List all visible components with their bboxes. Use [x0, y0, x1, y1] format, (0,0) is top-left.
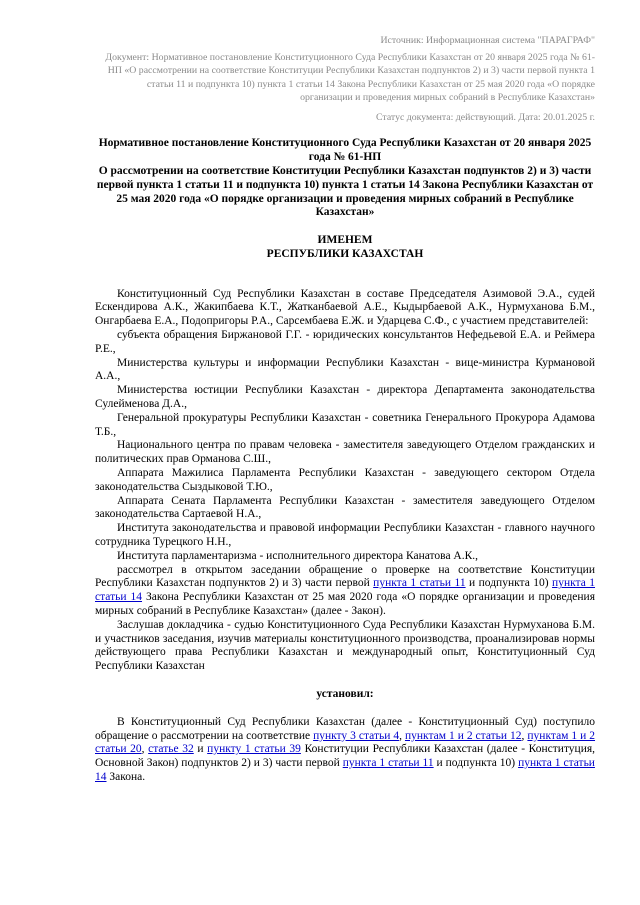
paragraph [95, 288, 595, 329]
paragraph [95, 384, 595, 412]
legal-reference-link[interactable]: пункта 1 статьи 14 [95, 757, 595, 783]
document-title [95, 137, 595, 220]
paragraph [95, 564, 595, 619]
paragraph-text: Института парламентаризма - исполнительного директора Канатова А.К., [117, 549, 479, 562]
legal-reference-link[interactable]: пункту 1 статьи 39 [207, 743, 301, 756]
paragraph-text: В Конституционный Суд Республики Казахстан (далее - Конституционный Суд) поступило обращение о рассмотрении на соответствие [95, 715, 595, 742]
document-title-line2: О рассмотрении на соответствие Конституции Республики Казахстан подпунктов 2) и 3) части первой пункта 1 статьи 11 и подпункта 10) пункта 1 статьи 14 Закона Республики Казахстан от 25 мая 2020 года «О порядке организации и проведения мирных собраний в Республике Казахстан» [96, 164, 594, 219]
meta-status: Статус документа: действующий. Дата: 20.01.2025 г. [376, 112, 595, 124]
paragraph [95, 439, 595, 467]
paragraph-text: субъекта обращения Биржановой Г.Г. - юридических консультантов Нефедьевой Е.А. и Реймера Р.Е., [95, 329, 595, 355]
paragraph-text: и [193, 743, 208, 756]
paragraph-text: Министерства культуры и информации Республики Казахстан - вице-министра Курмановой А.А., [95, 356, 595, 383]
preamble-heading-line2: РЕСПУБЛИКИ КАЗАХСТАН [266, 247, 424, 260]
preamble-heading [95, 234, 595, 262]
paragraph-text: Министерства юстиции Республики Казахстан - директора Департамента законодательства Сулейменова Д.А., [95, 384, 595, 411]
paragraph-text: и подпункта 10) [465, 577, 553, 590]
paragraph-text: , [399, 729, 405, 742]
paragraph-text: Аппарата Сената Парламента Республики Казахстан - заместителя заведующего Отделом законодательства Сартаевой Н.А., [95, 494, 595, 521]
document-meta [95, 34, 595, 124]
paragraph [95, 495, 595, 523]
paragraph [95, 550, 595, 564]
paragraph [95, 716, 595, 785]
legal-reference-link[interactable]: пункту 3 статьи 4 [313, 729, 400, 742]
paragraph-text: Закона Республики Казахстан от 25 мая 2020 года «О порядке организации и проведения мирных собраний в Республике Казахстан» (далее - Закон). [95, 591, 595, 618]
paragraph-text: Аппарата Мажилиса Парламента Республики Казахстан - заведующего сектором Отдела законодательства Сыздыковой Т.Ю., [95, 467, 595, 493]
paragraph [95, 412, 595, 440]
section-heading: установил: [316, 688, 374, 700]
legal-reference-link[interactable]: пункта 1 статьи 11 [373, 577, 466, 590]
paragraph-text: и подпункта 10) [433, 757, 519, 770]
document-body [95, 288, 595, 785]
paragraph-text: Института законодательства и правовой информации Республики Казахстан - главного научного сотрудника Турецкого Н.Н., [95, 522, 595, 549]
document-title-line1: Нормативное постановление Конституционного Суда Республики Казахстан от 20 января 2025 года № 61-НП [98, 137, 592, 164]
paragraph-text: , [521, 729, 528, 742]
legal-reference-link[interactable]: пунктам 1 и 2 статьи 12 [404, 729, 522, 742]
legal-reference-link[interactable]: пункта 1 статьи 14 [95, 577, 596, 604]
legal-reference-link[interactable]: статье 32 [148, 743, 194, 756]
preamble-heading-line1: ИМЕНЕМ [317, 234, 373, 247]
paragraph [95, 357, 595, 385]
paragraph-text: Национального центра по правам человека - заместителя заведующего Отделом гражданских и политических прав Орманова С.Ш., [95, 439, 595, 466]
paragraph-text: рассмотрел в открытом заседании обращение о проверке на соответствие Конституции Республики Казахстан подпунктов 2) и 3) части первой [95, 563, 595, 590]
paragraph-text: Заслушав докладчика - судью Конституционного Суда Республики Казахстан Нурмуханова Б.М. и участников заседания, изучив материалы конституционного производства, проанализировав нормы действующего права Республики Казахстан и международный опыт, Конституционный Суд Республики Казахстан [95, 618, 595, 673]
paragraph [95, 619, 595, 674]
paragraph-text: , [141, 743, 149, 756]
paragraph [95, 467, 595, 495]
paragraph-text: Конституции Республики Казахстан (далее - Конституция, Основной Закон) подпунктов 2) и 3) части первой [95, 743, 596, 770]
meta-source: Источник: Информационная система "ПАРАГРАФ" [380, 35, 595, 46]
paragraph-text: Генеральной прокуратуры Республики Казахстан - советника Генерального Прокурора Адамова Т.Б., [95, 411, 595, 438]
paragraph-text: Конституционный Суд Республики Казахстан в составе Председателя Азимовой Э.А., судей Ескендирова А.К., Жакипбаева К.Т., Жатканбаевой А.Е., Кыдырбаевой А.К., Нурмуханова Б.М., Онгарбаева Е.А., Подопригоры Р.А., Сарсембаева Е.Ж. и Ударцева С.Ф., с участием представителей: [95, 287, 595, 328]
legal-reference-link[interactable]: пунктам 1 и 2 статьи 20 [95, 729, 596, 756]
meta-document-info: Документ: Нормативное постановление Конституционного Суда Республики Казахстан от 20 января 2025 года № 61-НП «О рассмотрении на соответствие Конституции Республики Казахстан подпунктов 2) и 3) части первой пункта 1 статьи 11 и подпункта 10) пункта 1 статьи 14 Закона Республики Казахстан от 25 мая 2020 года «О порядке организации и проведения мирных собраний в Республике Казахстан» [105, 52, 595, 103]
paragraph [95, 522, 595, 550]
paragraph [95, 329, 595, 357]
legal-reference-link[interactable]: пункта 1 статьи 11 [342, 757, 434, 770]
paragraph-text: Закона. [106, 770, 146, 783]
